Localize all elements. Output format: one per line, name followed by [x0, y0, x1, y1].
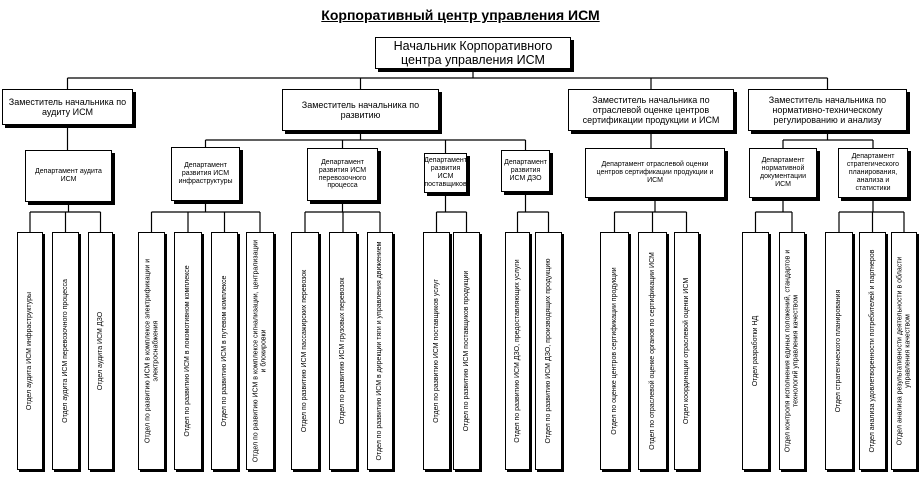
deputy-box: Заместитель начальника по отраслевой оценке центров сертификации продукции и ИСМ	[568, 89, 734, 131]
unit-box	[138, 232, 165, 470]
unit-label: Отдел по отраслевой оценке органов по сертификации ИСМ	[648, 252, 656, 450]
unit-label: Отдел по развитию ИСМ грузовых перевозок	[339, 277, 347, 425]
unit-box	[742, 232, 769, 470]
unit-label: Отдел стратегического планирования	[835, 289, 843, 413]
unit-label: Отдел по развитию ИСМ пассажирских перевозок	[301, 269, 309, 433]
unit-box	[674, 232, 699, 470]
unit-box	[17, 232, 43, 470]
unit-label: Отдел аудита ИСМ инфраструктуры	[26, 291, 34, 411]
unit-label: Отдел по развитию ИСМ в путевом комплексе	[220, 275, 228, 427]
unit-label: Отдел по развитию ИСМ в локомотивном комплексе	[184, 265, 192, 437]
unit-label: Отдел аудита ИСМ перевозочного процесса	[61, 279, 69, 423]
unit-box	[505, 232, 530, 470]
unit-box	[825, 232, 853, 470]
unit-label: Отдел по развитию ИСМ ДЗО, производящих продукцию	[544, 258, 552, 444]
unit-box	[88, 232, 113, 470]
unit-box	[638, 232, 667, 470]
unit-label: Отдел по развитию ИСМ ДЗО, предоставляющих услуги	[513, 259, 521, 443]
unit-box	[291, 232, 319, 470]
department-box: Департамент стратегического планирования, анализа и статистики	[838, 148, 908, 198]
deputy-box: Заместитель начальника по нормативно-техническому регулированию и анализу	[748, 89, 907, 131]
unit-box	[891, 232, 917, 470]
unit-label: Отдел разработки НД	[751, 315, 759, 387]
unit-box	[52, 232, 79, 470]
deputy-box: Заместитель начальника по аудиту ИСМ	[2, 89, 133, 125]
unit-box	[423, 232, 450, 470]
unit-box	[535, 232, 562, 470]
department-box: Департамент развития ИСМ ДЗО	[501, 150, 550, 192]
unit-label: Отдел анализа удовлетворенности потребителей и партнеров	[868, 249, 876, 453]
unit-box	[779, 232, 805, 470]
unit-label: Отдел координации отраслевой оценки ИСМ	[682, 277, 690, 425]
unit-label: Отдел контроля исполнения единых положений, стандартов и технологий управления качеством	[784, 249, 799, 453]
unit-box	[600, 232, 629, 470]
department-box: Департамент нормативной документации ИСМ	[749, 148, 817, 198]
unit-box	[453, 232, 480, 470]
unit-box	[211, 232, 238, 470]
unit-box	[329, 232, 357, 470]
department-box: Департамент аудита ИСМ	[25, 150, 112, 202]
unit-label: Отдел по развитию ИСМ поставщиков продукции	[462, 270, 470, 432]
department-box: Департамент развития ИСМ поставщиков	[424, 153, 467, 193]
unit-box	[246, 232, 274, 470]
department-box: Департамент развития ИСМ инфраструктуры	[171, 147, 240, 201]
department-box: Департамент развития ИСМ перевозочного процесса	[307, 148, 378, 201]
chart-title: Корпоративный центр управления ИСМ	[321, 7, 600, 23]
department-box: Департамент отраслевой оценки центров сертификации продукции и ИСМ	[585, 148, 725, 198]
unit-label: Отдел по оценке центров сертификации продукции	[610, 267, 618, 435]
unit-label: Отдел по развитию ИСМ в комплексе сигнализации, централизации и блокировки	[252, 239, 267, 463]
unit-box	[859, 232, 886, 470]
unit-box	[367, 232, 393, 470]
unit-label: Отдел анализа результативности деятельности в области управления качеством	[896, 256, 911, 446]
unit-label: Отдел аудита ИСМ ДЗО	[96, 311, 104, 391]
unit-label: Отдел по развитию ИСМ поставщиков услуг	[432, 279, 440, 423]
chief-box: Начальник Корпоративного центра управления ИСМ	[375, 37, 571, 69]
unit-label: Отдел по развитию ИСМ в комплексе электрификации и электроснабжения	[143, 258, 159, 444]
deputy-box: Заместитель начальника по развитию	[282, 89, 439, 131]
unit-label: Отдел по развитию ИСМ в дирекции тяги и управления движением	[376, 241, 384, 461]
unit-box	[174, 232, 202, 470]
